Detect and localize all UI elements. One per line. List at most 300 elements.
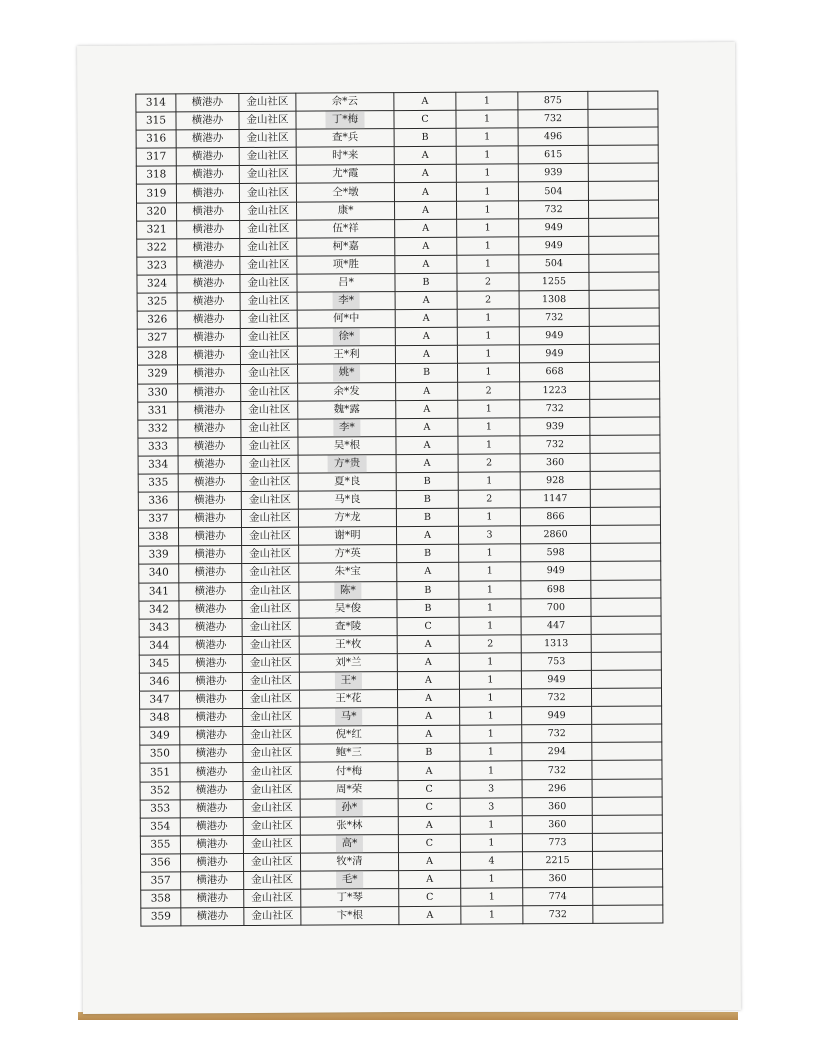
office-cell: 横港办 bbox=[176, 166, 239, 184]
remark-cell bbox=[590, 525, 660, 544]
community-cell: 金山社区 bbox=[243, 781, 300, 799]
community-cell: 金山社区 bbox=[241, 509, 298, 527]
remark-cell bbox=[591, 652, 661, 671]
remark-cell bbox=[591, 634, 661, 653]
office-cell: 横港办 bbox=[177, 220, 240, 238]
amount-cell: 949 bbox=[519, 327, 589, 346]
amount-cell: 939 bbox=[518, 164, 588, 183]
category-cell: A bbox=[397, 689, 459, 707]
category-cell: A bbox=[397, 653, 459, 671]
people-count-cell: 1 bbox=[457, 363, 519, 381]
community-cell: 金山社区 bbox=[241, 437, 298, 455]
remark-cell bbox=[591, 543, 661, 562]
people-count-cell: 3 bbox=[458, 526, 520, 544]
row-number-cell: 353 bbox=[140, 800, 180, 818]
office-cell: 横港办 bbox=[177, 347, 240, 365]
community-cell: 金山社区 bbox=[240, 256, 297, 274]
highlighted-name: 陈* bbox=[334, 582, 362, 599]
people-count-cell: 3 bbox=[460, 797, 522, 815]
category-cell: C bbox=[399, 888, 461, 906]
category-cell: A bbox=[396, 436, 458, 454]
remark-cell bbox=[592, 760, 662, 779]
people-count-cell: 1 bbox=[456, 92, 518, 110]
row-number-cell: 338 bbox=[138, 528, 178, 546]
highlighted-name: 徐* bbox=[332, 329, 360, 346]
name-cell: 查*兵 bbox=[296, 129, 394, 148]
people-count-cell: 1 bbox=[459, 598, 521, 616]
office-cell: 横港办 bbox=[178, 437, 241, 455]
category-cell: A bbox=[395, 291, 457, 309]
remark-cell bbox=[591, 688, 661, 707]
remark-cell bbox=[591, 561, 661, 580]
amount-cell: 949 bbox=[519, 345, 589, 364]
row-number-cell: 337 bbox=[138, 510, 178, 528]
name-cell: 尤*霞 bbox=[296, 165, 394, 184]
amount-cell: 732 bbox=[523, 906, 593, 925]
people-count-cell: 1 bbox=[461, 888, 523, 906]
category-cell: A bbox=[396, 382, 458, 400]
amount-cell: 949 bbox=[519, 236, 589, 255]
remark-cell bbox=[590, 471, 660, 490]
community-cell: 金山社区 bbox=[242, 582, 299, 600]
amount-cell: 732 bbox=[519, 309, 589, 328]
name-cell: 鲍*三 bbox=[300, 744, 398, 763]
row-number-cell: 320 bbox=[137, 202, 177, 220]
community-cell: 金山社区 bbox=[239, 147, 296, 165]
name-cell: 余*发 bbox=[298, 382, 396, 401]
row-number-cell: 322 bbox=[137, 239, 177, 257]
highlighted-name: 高* bbox=[336, 835, 364, 852]
office-cell: 横港办 bbox=[181, 890, 244, 908]
highlighted-name: 姚* bbox=[333, 365, 361, 382]
remark-cell bbox=[588, 181, 658, 200]
category-cell: B bbox=[397, 581, 459, 599]
category-cell: A bbox=[397, 671, 459, 689]
category-cell: A bbox=[395, 201, 457, 219]
amount-cell: 504 bbox=[518, 182, 588, 201]
office-cell: 横港办 bbox=[178, 383, 241, 401]
amount-cell: 732 bbox=[522, 725, 592, 744]
row-number-cell: 319 bbox=[136, 184, 176, 202]
name-cell bbox=[297, 292, 395, 311]
people-count-cell: 1 bbox=[457, 218, 519, 236]
people-count-cell: 1 bbox=[458, 472, 520, 490]
remark-cell bbox=[593, 887, 663, 906]
community-cell: 金山社区 bbox=[240, 202, 297, 220]
name-cell: 仝*墩 bbox=[296, 183, 394, 202]
amount-cell: 949 bbox=[519, 218, 589, 237]
highlighted-name: 丁*梅 bbox=[326, 111, 364, 128]
remark-cell bbox=[589, 236, 659, 255]
name-cell bbox=[296, 111, 394, 130]
office-cell: 横港办 bbox=[179, 691, 242, 709]
amount-cell: 2215 bbox=[522, 851, 592, 870]
name-cell: 吴*俊 bbox=[299, 599, 397, 618]
row-number-cell: 331 bbox=[138, 402, 178, 420]
category-cell: A bbox=[395, 346, 457, 364]
community-cell: 金山社区 bbox=[239, 129, 296, 147]
amount-cell: 928 bbox=[520, 471, 590, 490]
remark-cell bbox=[588, 109, 658, 128]
office-cell: 横港办 bbox=[180, 835, 243, 853]
amount-cell: 753 bbox=[521, 652, 591, 671]
category-cell: B bbox=[396, 490, 458, 508]
remark-cell bbox=[589, 362, 659, 381]
name-cell: 王*花 bbox=[299, 690, 397, 709]
row-number-cell: 326 bbox=[137, 311, 177, 329]
name-cell: 周*荣 bbox=[300, 780, 398, 799]
community-cell: 金山社区 bbox=[242, 636, 299, 654]
office-cell: 横港办 bbox=[177, 256, 240, 274]
office-cell: 横港办 bbox=[179, 654, 242, 672]
row-number-cell: 329 bbox=[138, 365, 178, 383]
row-number-cell: 354 bbox=[140, 818, 180, 836]
community-cell: 金山社区 bbox=[243, 726, 300, 744]
office-cell: 横港办 bbox=[177, 311, 240, 329]
name-cell: 丁*琴 bbox=[301, 889, 399, 908]
people-count-cell: 1 bbox=[456, 146, 518, 164]
name-cell bbox=[300, 834, 398, 853]
amount-cell: 360 bbox=[522, 797, 592, 816]
category-cell: B bbox=[397, 545, 459, 563]
row-number-cell: 359 bbox=[141, 908, 181, 926]
amount-cell: 773 bbox=[522, 833, 592, 852]
row-number-cell: 328 bbox=[137, 347, 177, 365]
name-cell: 吕* bbox=[297, 274, 395, 293]
category-cell: A bbox=[396, 418, 458, 436]
people-count-cell: 1 bbox=[458, 418, 520, 436]
people-count-cell: 1 bbox=[456, 110, 518, 128]
amount-cell: 1313 bbox=[521, 634, 591, 653]
community-cell: 金山社区 bbox=[243, 853, 300, 871]
community-cell: 金山社区 bbox=[243, 799, 300, 817]
amount-cell: 732 bbox=[521, 688, 591, 707]
community-cell: 金山社区 bbox=[241, 455, 298, 473]
category-cell: A bbox=[398, 762, 460, 780]
name-cell: 刘*兰 bbox=[299, 653, 397, 672]
office-cell: 横港办 bbox=[180, 727, 243, 745]
row-number-cell: 324 bbox=[137, 275, 177, 293]
remark-cell bbox=[590, 453, 660, 472]
office-cell: 横港办 bbox=[176, 184, 239, 202]
community-cell: 金山社区 bbox=[240, 220, 297, 238]
row-number-cell: 316 bbox=[136, 130, 176, 148]
people-count-cell: 1 bbox=[456, 128, 518, 146]
amount-cell: 732 bbox=[522, 761, 592, 780]
highlighted-name: 李* bbox=[332, 292, 360, 309]
office-cell: 横港办 bbox=[177, 293, 240, 311]
community-cell: 金山社区 bbox=[244, 871, 301, 889]
name-cell: 卞*根 bbox=[301, 907, 399, 926]
category-cell: A bbox=[398, 852, 460, 870]
name-cell bbox=[298, 454, 396, 473]
amount-cell: 504 bbox=[519, 254, 589, 273]
community-cell: 金山社区 bbox=[241, 383, 298, 401]
remark-cell bbox=[590, 380, 660, 399]
amount-cell: 732 bbox=[519, 200, 589, 219]
office-cell: 横港办 bbox=[179, 673, 242, 691]
category-cell: A bbox=[394, 183, 456, 201]
community-cell: 金山社区 bbox=[241, 491, 298, 509]
category-cell: A bbox=[396, 400, 458, 418]
community-cell: 金山社区 bbox=[242, 546, 299, 564]
amount-cell: 732 bbox=[520, 435, 590, 454]
office-cell: 横港办 bbox=[180, 817, 243, 835]
people-count-cell: 1 bbox=[457, 309, 519, 327]
remark-cell bbox=[592, 797, 662, 816]
remark-cell bbox=[589, 344, 659, 363]
category-cell: A bbox=[397, 563, 459, 581]
people-count-cell: 1 bbox=[456, 164, 518, 182]
community-cell: 金山社区 bbox=[240, 238, 297, 256]
category-cell: A bbox=[398, 725, 460, 743]
office-cell: 横港办 bbox=[179, 618, 242, 636]
people-count-cell: 1 bbox=[458, 399, 520, 417]
amount-cell: 1255 bbox=[519, 272, 589, 291]
name-cell bbox=[300, 708, 398, 727]
community-cell: 金山社区 bbox=[240, 346, 297, 364]
highlighted-name: 李* bbox=[333, 419, 361, 436]
amount-cell: 866 bbox=[520, 508, 590, 527]
row-number-cell: 314 bbox=[136, 94, 176, 112]
category-cell: B bbox=[397, 599, 459, 617]
name-cell bbox=[300, 798, 398, 817]
people-count-cell: 1 bbox=[460, 816, 522, 834]
amount-cell: 2860 bbox=[520, 526, 590, 545]
remark-cell bbox=[589, 290, 659, 309]
remark-cell bbox=[593, 905, 663, 924]
office-cell: 横港办 bbox=[180, 799, 243, 817]
amount-cell: 668 bbox=[519, 363, 589, 382]
remark-cell bbox=[591, 616, 661, 635]
category-cell: B bbox=[395, 364, 457, 382]
remark-cell bbox=[592, 851, 662, 870]
row-number-cell: 335 bbox=[138, 474, 178, 492]
row-number-cell: 352 bbox=[140, 781, 180, 799]
people-count-cell: 1 bbox=[458, 436, 520, 454]
paper-sheet bbox=[77, 42, 741, 1014]
office-cell: 横港办 bbox=[178, 365, 241, 383]
category-cell: A bbox=[398, 816, 460, 834]
row-number-cell: 347 bbox=[139, 691, 179, 709]
remark-cell bbox=[592, 779, 662, 798]
people-count-cell: 2 bbox=[457, 291, 519, 309]
category-cell: A bbox=[394, 165, 456, 183]
people-count-cell: 1 bbox=[457, 200, 519, 218]
name-cell bbox=[298, 418, 396, 437]
amount-cell: 1147 bbox=[520, 489, 590, 508]
category-cell: A bbox=[395, 309, 457, 327]
amount-cell: 700 bbox=[521, 598, 591, 617]
office-cell: 横港办 bbox=[177, 238, 240, 256]
remark-cell bbox=[589, 326, 659, 345]
remark-cell bbox=[589, 254, 659, 273]
amount-cell: 875 bbox=[518, 91, 588, 110]
remark-cell bbox=[592, 742, 662, 761]
people-count-cell: 2 bbox=[459, 635, 521, 653]
name-cell bbox=[301, 871, 399, 890]
community-cell: 金山社区 bbox=[239, 111, 296, 129]
name-cell: 付*梅 bbox=[300, 762, 398, 781]
category-cell: A bbox=[394, 146, 456, 164]
row-number-cell: 357 bbox=[141, 872, 181, 890]
community-cell: 金山社区 bbox=[241, 401, 298, 419]
amount-cell: 949 bbox=[521, 562, 591, 581]
category-cell: C bbox=[397, 617, 459, 635]
remark-cell bbox=[591, 670, 661, 689]
people-count-cell: 1 bbox=[460, 725, 522, 743]
highlighted-name: 马* bbox=[335, 709, 363, 726]
community-cell: 金山社区 bbox=[243, 835, 300, 853]
amount-cell: 698 bbox=[521, 580, 591, 599]
people-count-cell: 1 bbox=[457, 255, 519, 273]
name-cell: 伍*祥 bbox=[297, 219, 395, 238]
people-count-cell: 1 bbox=[460, 707, 522, 725]
remark-cell bbox=[590, 507, 660, 526]
category-cell: A bbox=[394, 92, 456, 110]
amount-cell: 598 bbox=[521, 544, 591, 563]
category-cell: C bbox=[398, 834, 460, 852]
category-cell: A bbox=[395, 219, 457, 237]
highlighted-name: 孙* bbox=[335, 799, 363, 816]
people-count-cell: 1 bbox=[457, 345, 519, 363]
category-cell: A bbox=[399, 906, 461, 924]
office-cell: 横港办 bbox=[178, 455, 241, 473]
category-cell: B bbox=[396, 508, 458, 526]
name-cell: 方*英 bbox=[299, 545, 397, 564]
community-cell: 金山社区 bbox=[239, 184, 296, 202]
community-cell: 金山社区 bbox=[242, 690, 299, 708]
row-number-cell: 358 bbox=[141, 890, 181, 908]
name-cell: 谢*明 bbox=[298, 527, 396, 546]
office-cell: 横港办 bbox=[180, 781, 243, 799]
office-cell: 横港办 bbox=[180, 853, 243, 871]
community-cell: 金山社区 bbox=[243, 708, 300, 726]
name-cell: 王*利 bbox=[297, 346, 395, 365]
remark-cell bbox=[592, 815, 662, 834]
row-number-cell: 342 bbox=[139, 601, 179, 619]
row-number-cell: 355 bbox=[140, 836, 180, 854]
row-number-cell: 343 bbox=[139, 619, 179, 637]
row-number-cell: 318 bbox=[136, 166, 176, 184]
row-number-cell: 351 bbox=[140, 763, 180, 781]
remark-cell bbox=[589, 218, 659, 237]
table-row bbox=[141, 905, 663, 926]
amount-cell: 1223 bbox=[520, 381, 590, 400]
community-cell: 金山社区 bbox=[239, 93, 296, 111]
row-number-cell: 356 bbox=[140, 854, 180, 872]
name-cell: 王*枚 bbox=[299, 635, 397, 654]
people-count-cell: 1 bbox=[459, 671, 521, 689]
remark-cell bbox=[591, 579, 661, 598]
category-cell: C bbox=[394, 110, 456, 128]
people-count-cell: 1 bbox=[456, 182, 518, 200]
people-count-cell: 1 bbox=[459, 580, 521, 598]
people-count-cell: 1 bbox=[459, 617, 521, 635]
row-number-cell: 340 bbox=[139, 564, 179, 582]
community-cell: 金山社区 bbox=[243, 763, 300, 781]
office-cell: 横港办 bbox=[176, 112, 239, 130]
amount-cell: 360 bbox=[522, 815, 592, 834]
name-cell: 柯*嘉 bbox=[297, 237, 395, 256]
row-number-cell: 327 bbox=[137, 329, 177, 347]
remark-cell bbox=[590, 399, 660, 418]
category-cell: A bbox=[396, 526, 458, 544]
office-cell: 横港办 bbox=[176, 130, 239, 148]
office-cell: 横港办 bbox=[180, 745, 243, 763]
office-cell: 横港办 bbox=[178, 528, 241, 546]
row-number-cell: 346 bbox=[139, 673, 179, 691]
amount-cell: 496 bbox=[518, 128, 588, 147]
remark-cell bbox=[592, 706, 662, 725]
name-cell: 查*陵 bbox=[299, 617, 397, 636]
row-number-cell: 339 bbox=[139, 546, 179, 564]
row-number-cell: 321 bbox=[137, 221, 177, 239]
people-count-cell: 1 bbox=[461, 870, 523, 888]
category-cell: A bbox=[396, 454, 458, 472]
people-count-cell: 1 bbox=[460, 834, 522, 852]
row-number-cell: 350 bbox=[140, 745, 180, 763]
row-number-cell: 345 bbox=[139, 655, 179, 673]
table-body bbox=[136, 91, 663, 926]
community-cell: 金山社区 bbox=[244, 907, 301, 925]
name-cell: 时*来 bbox=[296, 147, 394, 166]
office-cell: 横港办 bbox=[180, 763, 243, 781]
row-number-cell: 348 bbox=[140, 709, 180, 727]
people-count-cell: 1 bbox=[461, 906, 523, 924]
people-count-cell: 1 bbox=[459, 562, 521, 580]
amount-cell: 732 bbox=[518, 109, 588, 128]
community-cell: 金山社区 bbox=[241, 527, 298, 545]
office-cell: 横港办 bbox=[179, 582, 242, 600]
remark-cell bbox=[588, 163, 658, 182]
amount-cell: 939 bbox=[520, 417, 590, 436]
remark-cell bbox=[588, 145, 658, 164]
category-cell: A bbox=[399, 870, 461, 888]
name-cell: 张*林 bbox=[300, 816, 398, 835]
name-cell: 方*龙 bbox=[298, 509, 396, 528]
remark-cell bbox=[590, 417, 660, 436]
name-cell bbox=[297, 328, 395, 347]
remark-cell bbox=[590, 489, 660, 508]
amount-cell: 447 bbox=[521, 616, 591, 635]
remark-cell bbox=[588, 127, 658, 146]
people-count-cell: 1 bbox=[460, 761, 522, 779]
remark-cell bbox=[588, 91, 658, 110]
community-cell: 金山社区 bbox=[243, 745, 300, 763]
row-number-cell: 330 bbox=[138, 383, 178, 401]
category-cell: B bbox=[396, 472, 458, 490]
category-cell: A bbox=[397, 635, 459, 653]
name-cell: 牧*清 bbox=[300, 853, 398, 872]
name-cell: 何*中 bbox=[297, 310, 395, 329]
community-cell: 金山社区 bbox=[241, 473, 298, 491]
category-cell: A bbox=[398, 707, 460, 725]
people-count-cell: 2 bbox=[458, 490, 520, 508]
amount-cell: 294 bbox=[522, 743, 592, 762]
people-count-cell: 4 bbox=[460, 852, 522, 870]
office-cell: 横港办 bbox=[178, 510, 241, 528]
remark-cell bbox=[593, 869, 663, 888]
name-cell: 马*良 bbox=[298, 491, 396, 510]
roster-table bbox=[135, 90, 663, 926]
row-number-cell: 317 bbox=[136, 148, 176, 166]
community-cell: 金山社区 bbox=[242, 600, 299, 618]
amount-cell: 615 bbox=[518, 146, 588, 165]
community-cell: 金山社区 bbox=[243, 817, 300, 835]
highlighted-name: 王* bbox=[335, 672, 363, 689]
name-cell bbox=[297, 364, 395, 383]
